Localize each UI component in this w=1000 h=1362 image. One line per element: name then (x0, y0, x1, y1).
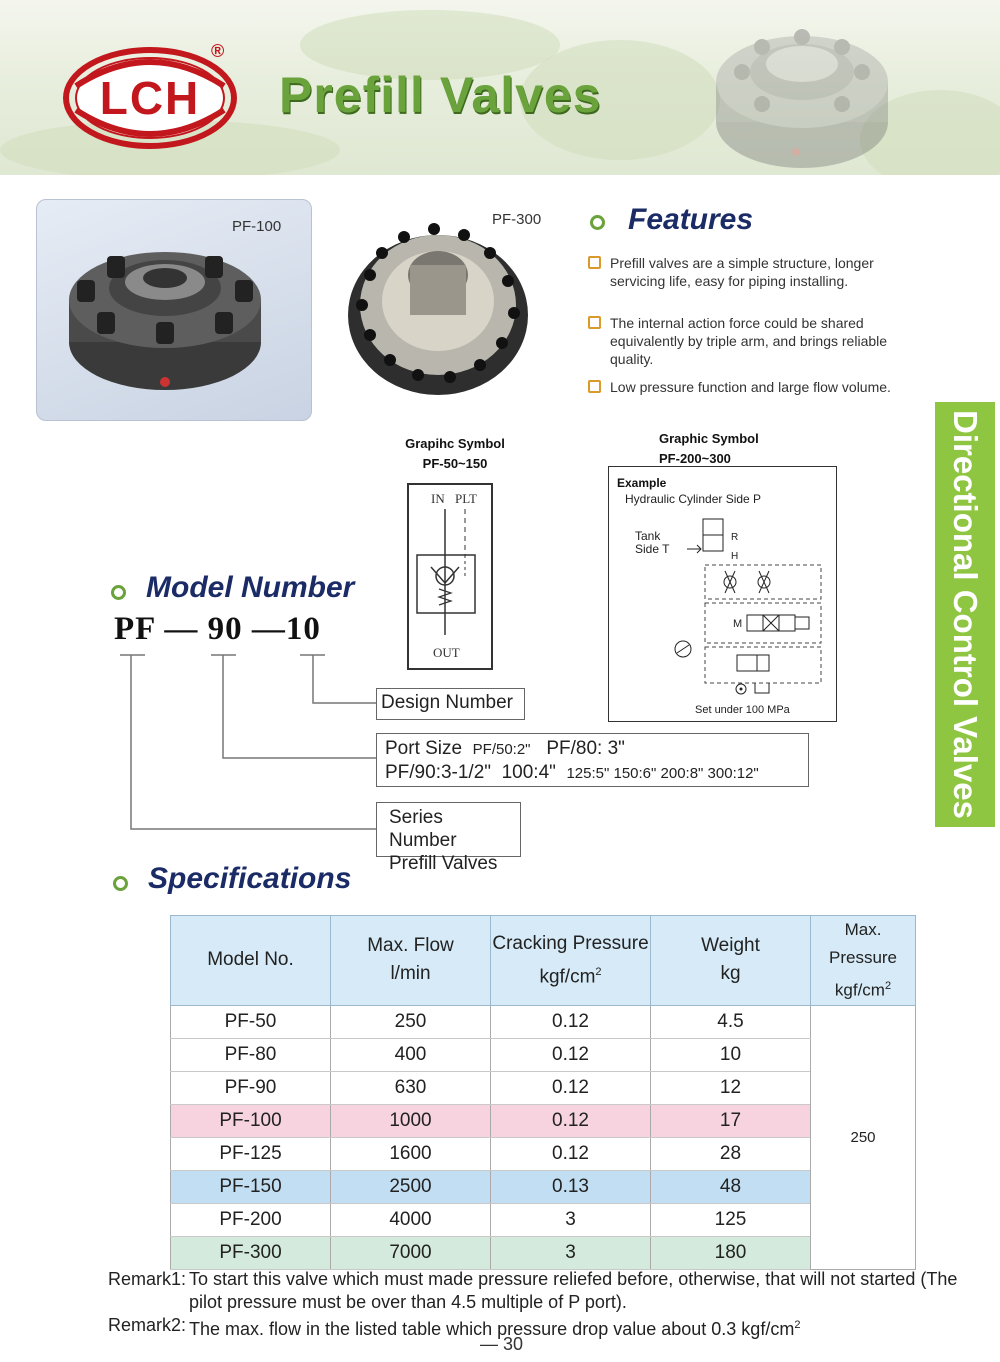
feature-item: The internal action force could be shared equivalently by triple arm, and brings reliable quality. (588, 314, 908, 368)
table-cell: PF-90 (171, 1071, 331, 1104)
graphic-symbol-1 (407, 483, 493, 670)
table-row (171, 1170, 916, 1203)
checkbox-icon (588, 256, 601, 269)
h-label: H (731, 551, 739, 562)
features-title: Features (628, 203, 754, 236)
table-cell: PF-100 (171, 1104, 331, 1137)
table-cell: PF-50 (171, 1005, 331, 1038)
checkbox-icon (588, 316, 601, 329)
set-under-label: Set under 100 MPa (695, 704, 790, 716)
table-cell: 630 (331, 1071, 491, 1104)
table-cell: 4000 (331, 1203, 491, 1236)
table-cell: 0.12 (491, 1137, 651, 1170)
specifications-table (170, 915, 916, 1270)
design-number-box: Design Number (376, 688, 525, 720)
features-bullet-icon (590, 215, 605, 230)
table-cell: 48 (651, 1170, 811, 1203)
out-label: OUT (433, 645, 460, 660)
table-row (171, 1137, 916, 1170)
r-label: R (731, 532, 739, 543)
page-number: — 30 (480, 1334, 524, 1354)
table-cell: 0.12 (491, 1104, 651, 1137)
table-cell: PF-150 (171, 1170, 331, 1203)
model-code: PF — 90 —10 (114, 611, 321, 647)
table-cell: 3 (491, 1203, 651, 1236)
table-cell: 12 (651, 1071, 811, 1104)
header-weight: Weight kg (651, 916, 811, 1006)
checkbox-icon (588, 380, 601, 393)
feature-item: Prefill valves are a simple structure, longer servicing life, easy for piping installing. (588, 254, 908, 290)
tank-label: Tank (635, 529, 661, 543)
table-cell: PF-125 (171, 1137, 331, 1170)
table-row (171, 1071, 916, 1104)
table-row (171, 1104, 916, 1137)
table-cell: 3 (491, 1236, 651, 1269)
model-number-bullet-icon (111, 585, 126, 600)
feature-item: Low pressure function and large flow volume. (588, 378, 908, 396)
header-model: Model No. (171, 916, 331, 1006)
table-row (171, 1236, 916, 1269)
graphic-symbol-1-label: Grapihc Symbol PF-50~150 (405, 436, 505, 471)
max-pressure-cell: 250 (811, 1005, 916, 1269)
table-cell: PF-200 (171, 1203, 331, 1236)
table-row (171, 1005, 916, 1038)
table-cell: 4.5 (651, 1005, 811, 1038)
page-title: Prefill Valves (279, 67, 602, 123)
table-cell: 180 (651, 1236, 811, 1269)
table-cell: 250 (331, 1005, 491, 1038)
port-size-box: Port Size PF/50:2" PF/80: 3" PF/90:3-1/2" 100:4" 125:5" 150:6" 200:8" 300:12" (376, 733, 809, 787)
m-label: M (733, 618, 743, 630)
header-valve-image (712, 12, 892, 174)
graphic-symbol-2-label: Graphic Symbol PF-200~300 (659, 431, 759, 466)
tank-side-label: Side T (635, 542, 670, 556)
section-side-tab: Directional Control Valves (935, 402, 995, 827)
table-row (171, 1203, 916, 1236)
header-crack: Cracking Pressure kgf/$cm^2$ (491, 916, 651, 1006)
table-cell: PF-300 (171, 1236, 331, 1269)
example-label: Example (617, 476, 667, 490)
table-cell: 0.12 (491, 1005, 651, 1038)
table-cell: 2500 (331, 1170, 491, 1203)
specifications-bullet-icon (113, 876, 128, 891)
table-cell: PF-80 (171, 1038, 331, 1071)
table-row (171, 1038, 916, 1071)
model-number-title: Model Number (146, 571, 355, 604)
remarks (108, 1268, 958, 1341)
table-cell: 0.12 (491, 1038, 651, 1071)
cylinder-label: Hydraulic Cylinder Side P (625, 492, 762, 506)
header-flow: Max. Flow l/min (331, 916, 491, 1006)
table-cell: 17 (651, 1104, 811, 1137)
pf100-caption: PF-100 (232, 218, 282, 235)
page-header (0, 0, 1000, 175)
table-cell: 10 (651, 1038, 811, 1071)
specifications-title: Specifications (148, 862, 352, 895)
brand-name: LCH (99, 72, 201, 124)
table-cell: 400 (331, 1038, 491, 1071)
graphic-symbol-2 (608, 466, 837, 722)
plt-label: PLT (455, 491, 477, 506)
table-cell: 28 (651, 1137, 811, 1170)
series-number-box: Series Number Prefill Valves (376, 802, 521, 857)
remark-2: Remark2: The max. flow in the listed table which pressure drop value about 0.3 kgf/$cm^2$ (108, 1315, 801, 1339)
table-cell: 125 (651, 1203, 811, 1236)
table-cell: 1600 (331, 1137, 491, 1170)
remark-1: Remark1: To start this valve which must made pressure reliefed before, otherwise, that will not started (The pilot pressure must be over than 4.5 multiple of P port). (108, 1269, 958, 1312)
in-label: IN (431, 491, 445, 506)
table-header-row (171, 916, 916, 1006)
registered-mark: ® (211, 41, 225, 61)
table-cell: 1000 (331, 1104, 491, 1137)
pf300-caption: PF-300 (492, 211, 542, 228)
header-maxp: Max. Pressure kgf/$cm^2$ (811, 916, 916, 1006)
pf300-valve-image (340, 205, 536, 401)
table-cell: 7000 (331, 1236, 491, 1269)
table-cell: 0.12 (491, 1071, 651, 1104)
table-cell: 0.13 (491, 1170, 651, 1203)
